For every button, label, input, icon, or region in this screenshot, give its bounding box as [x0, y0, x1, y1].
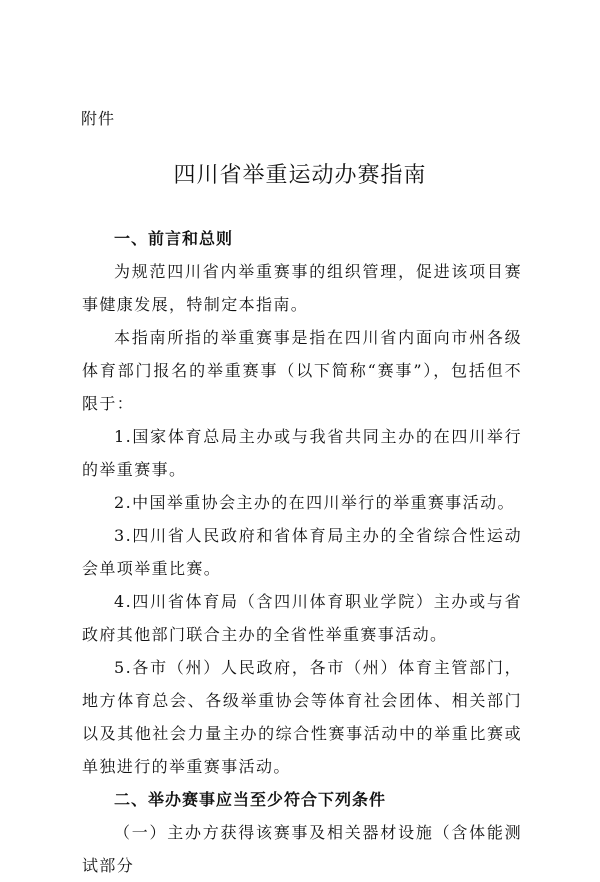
- document-title: 四川省举重运动办赛指南: [173, 163, 427, 188]
- section-heading-2: 二、举办赛事应当至少符合下列条件: [114, 790, 387, 809]
- list-item-2: 2.中国举重协会主办的在四川举行的举重赛事活动。: [114, 493, 515, 512]
- section-heading-1: 一、前言和总则: [114, 229, 234, 248]
- document-body: [82, 222, 522, 882]
- list-item-3: 3.四川省人民政府和省体育局主办的全省综合性运动会单项举重比赛。: [82, 526, 522, 578]
- list-item-4: 4.四川省体育局（含四川体育职业学院）主办或与省政府其他部门联合主办的全省性举重赛事活动。: [82, 592, 522, 644]
- list-item-1: 1.国家体育总局主办或与我省共同主办的在四川举行的举重赛事。: [82, 427, 522, 479]
- sub-item-1: （一）主办方获得该赛事及相关器材设施（含体能测试部分: [82, 823, 522, 875]
- paragraph-intro: 为规范四川省内举重赛事的组织管理，促进该项目赛事健康发展，特制定本指南。: [82, 262, 522, 314]
- attachment-label: 附件: [81, 109, 116, 128]
- paragraph-scope: 本指南所指的举重赛事是指在四川省内面向市州各级体育部门报名的举重赛事（以下简称“赛事”），包括但不限于：: [82, 328, 522, 413]
- list-item-5: 5.各市（州）人民政府，各市（州）体育主管部门，地方体育总会、各级举重协会等体育社会团体、相关部门以及其他社会力量主办的综合性赛事活动中的举重比赛或单独进行的举重赛事活动。: [82, 658, 522, 776]
